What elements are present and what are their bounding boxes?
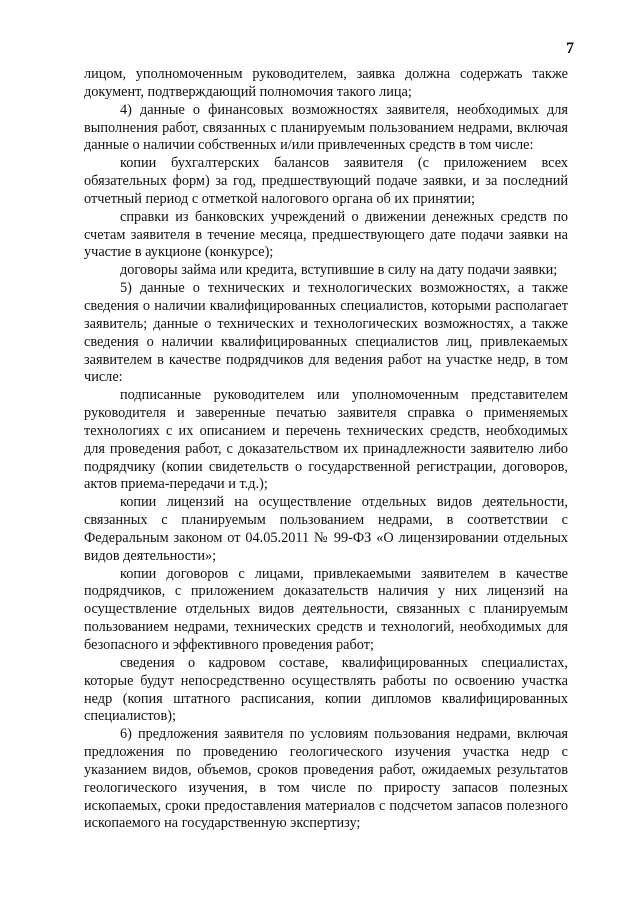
paragraph-item-5-technical-data: 5) данные о технических и технологических возможностях, а также сведения о наличии квалифицированных специалистов, которыми располагает заявитель; данные о технических и технологических возможностях, а также сведения о наличии квалифицированных специалистов лиц, привлекаемых заявителем в качестве подрядчиков для ведения работ на участке недр, в том числе: — [84, 280, 568, 386]
paragraph-balance-sheets: копии бухгалтерских балансов заявителя (с приложением всех обязательных форм) за год, предшествующий подаче заявки, и за последний отчетный период с отметкой налогового органа об их принятии; — [84, 155, 568, 207]
paragraph-staff-information: сведения о кадровом составе, квалифицированных специалистах, которые будут непосредственно осуществлять работы по освоению участка недр (копия штатного расписания, копии дипломов квалифицированных специалистов); — [84, 654, 568, 725]
page-number: 7 — [566, 40, 574, 57]
paragraph-bank-statements: справки из банковских учреждений о движении денежных средств по счетам заявителя в течение месяца, предшествующего дате подачи заявки на участие в аукционе (конкурсе); — [84, 208, 568, 261]
paragraph-continuation: лицом, уполномоченным руководителем, заявка должна содержать также документ, подтверждающий полномочия такого лица; — [84, 66, 568, 100]
paragraph-technology-certificate: подписанные руководителем или уполномоченным представителем руководителя и заверенные печатью заявителя справка о применяемых технологиях с их описанием и перечень технических средств, необходимых для проведения работ, с доказательством их принадлежности заявителю либо подрядчику (копии свидетельств о государственной регистрации, договоров, актов приема-передачи и т.д.); — [84, 387, 568, 493]
document-body — [84, 66, 568, 833]
paragraph-license-copies: копии лицензий на осуществление отдельных видов деятельности, связанных с планируемым пользованием недрами, в соответствии с Федеральным законом от 04.05.2011 № 99-ФЗ «О лицензировании отдельных видов деятельности»; — [84, 494, 568, 564]
paragraph-contractor-agreements: копии договоров с лицами, привлекаемыми заявителем в качестве подрядчиков, с приложением доказательств наличия у них лицензий на осуществление отдельных видов деятельности, связанных с планируемым пользованием недрами, технических средств и технологий, необходимых для безопасного и эффективного проведения работ; — [84, 565, 568, 653]
paragraph-item-6-proposals: 6) предложения заявителя по условиям пользования недрами, включая предложения по проведению геологического изучения участка недр с указанием видов, объемов, сроков проведения работ, ожидаемых результатов геологического изучения, в том числе по приросту запасов полезных ископаемых, сроки предоставления материалов с подсчетом запасов полезного ископаемого на государственную экспертизу; — [84, 726, 568, 832]
paragraph-loan-agreements: договоры займа или кредита, вступившие в силу на дату подачи заявки; — [120, 262, 558, 279]
paragraph-item-4-financial-data: 4) данные о финансовых возможностях заявителя, необходимых для выполнения работ, связанных с планируемым пользованием недрами, включая данные о наличии собственных и/или привлеченных средств в том числе: — [84, 101, 568, 154]
